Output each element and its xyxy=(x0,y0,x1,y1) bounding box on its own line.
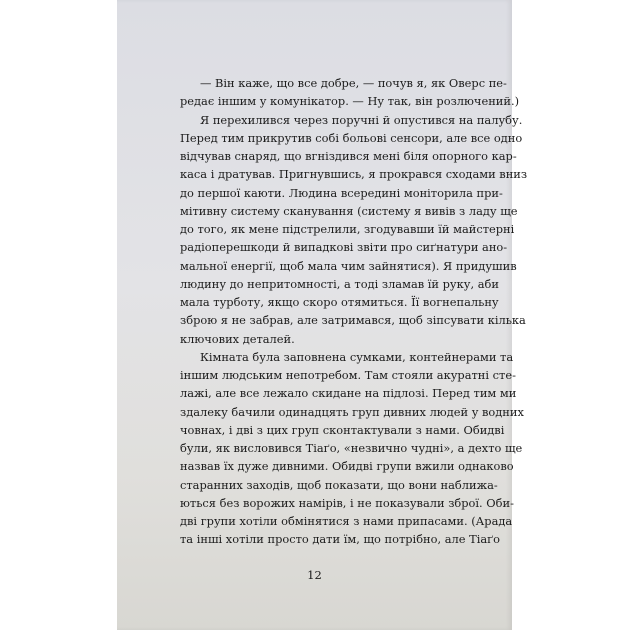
text-line: ються без ворожих намірів, і не показували зброї. Оби- xyxy=(180,495,514,510)
text-line: — Він каже, що все добре, — почув я, як Оверс пе- xyxy=(200,76,507,90)
text-line: ключових деталей. xyxy=(180,331,295,346)
text-line: дві групи хотіли обмінятися з нами припасами. (Арада xyxy=(180,514,513,528)
text-line: відчував снаряд, що вгніздився мені біля опорного кар- xyxy=(180,149,517,163)
text-line: та інші хотіли просто дати їм, що потрібно, але Тіаґо xyxy=(180,532,501,547)
text-line: лажі, але все лежало скидане на підлозі. Перед тим ми xyxy=(180,386,517,401)
page-number: 12 xyxy=(307,568,322,582)
text-line: Я перехилився через поручні й опустився на палубу. xyxy=(200,112,523,127)
text-line: мала турботу, якщо скоро отямиться. Її вогнепальну xyxy=(180,295,499,309)
text-line: назвав їх дуже дивними. Обидві групи вжили однаково xyxy=(180,459,514,474)
text-line: до того, як мене підстрелили, згодувавши їй майстерні xyxy=(180,222,515,236)
text-line: Кімната була заповнена сумками, контейнерами та xyxy=(200,349,514,364)
book-page xyxy=(117,0,528,630)
text-line: човнах, і дві з цих груп сконтактували з нами. Обидві xyxy=(180,422,505,437)
text-line: радіоперешкоди й випадкові звіти про сиґнатури ано- xyxy=(180,240,508,255)
text-line: мітивну систему сканування (систему я вивів з ладу ще xyxy=(180,203,518,218)
text-line: до першої каюти. Людина всередині моніторила при- xyxy=(180,185,503,200)
text-line: були, як висловився Тіаґо, «незвично чудні», а дехто ще xyxy=(180,441,523,455)
text-line: старанних заходів, щоб показати, що вони наближа- xyxy=(180,477,498,492)
text-line: зброю я не забрав, але затримався, щоб зіпсувати кілька xyxy=(180,313,526,328)
text-line: редає іншим у комунікатор. — Ну так, він розлючений.) xyxy=(180,94,520,109)
text-line: каса і дратував. Пригнувшись, я прокрався сходами вниз xyxy=(180,167,528,182)
text-line: мальної енергії, щоб мала чим зайнятися). Я придушив xyxy=(180,258,517,273)
text-line: людину до непритомності, а тоді зламав їй руку, аби xyxy=(180,276,499,291)
text-line: Перед тим прикрутив собі больові сенсори, але все одно xyxy=(180,130,523,145)
body-text xyxy=(180,74,528,549)
text-line: здалеку бачили одинадцять груп дивних людей у водних xyxy=(180,404,524,419)
text-line: іншим людським непотребом. Там стояли акуратні сте- xyxy=(180,368,516,382)
